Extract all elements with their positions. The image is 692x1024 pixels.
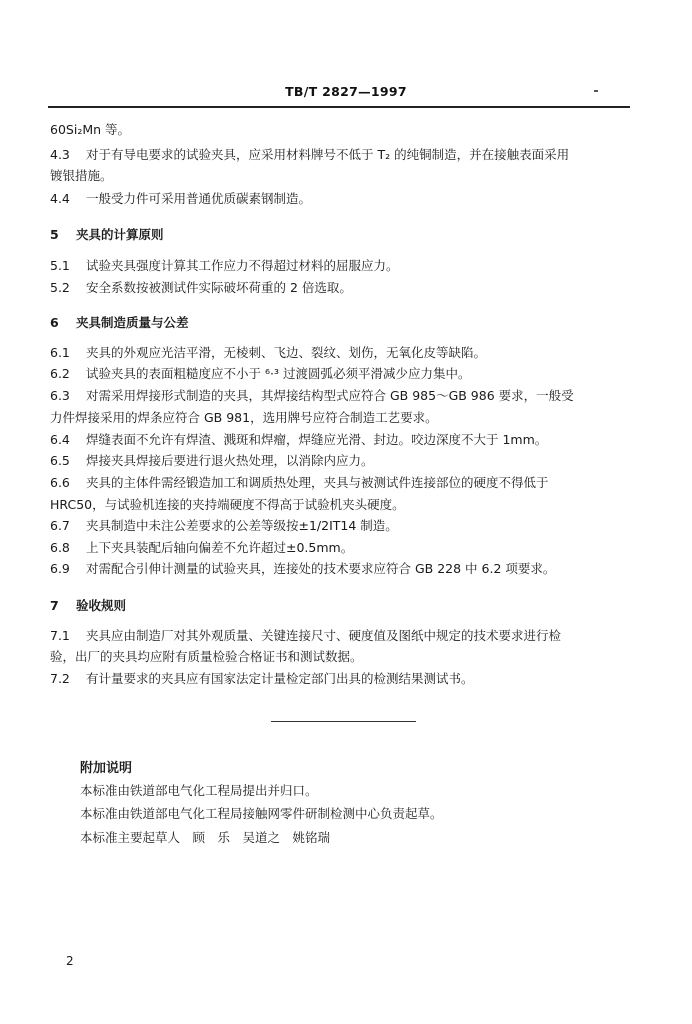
clause-number: 4.3 [50,147,70,162]
clause-number: 4.4 [50,191,70,206]
clause-number: 6.9 [50,561,70,576]
clause-number: 6.7 [50,518,70,533]
clause-text: 对于有导电要求的试验夹具，应采用材料牌号不低于 T₂ 的纯铜制造，并在接触表面采用 [86,147,570,162]
clause-text: 夹具应由制造厂对其外观质量、关键连接尺寸、硬度值及图纸中规定的技术要求进行检 [86,628,562,643]
section-title: 验收规则 [76,598,127,613]
clause-number: 5.2 [50,280,70,295]
clause-text: 试验夹具强度计算其工作应力不得超过材料的屈服应力。 [86,258,399,273]
clause-text: 焊接夹具焊接后要进行退火热处理，以消除内应力。 [86,453,374,468]
clause-6-5 [50,453,640,469]
section-title: 夹具制造质量与公差 [76,315,189,330]
clause-6-6 [50,475,640,491]
section-number: 7 [50,598,59,613]
section-number: 6 [50,315,59,330]
clause-7-1-cont: 验，出厂的夹具均应附有质量检验合格证书和测试数据。 [50,649,363,664]
clause-6-1 [50,345,640,361]
clause-5-2 [50,280,640,296]
header-rule [48,106,630,108]
clause-6-3 [50,388,640,404]
clause-number: 5.1 [50,258,70,273]
clause-6-4 [50,432,640,448]
clause-number: 7.1 [50,628,70,643]
section-5-heading [50,225,164,243]
clause-5-1 [50,258,640,274]
clause-number: 7.2 [50,671,70,686]
clause-number: 6.2 [50,366,70,381]
clause-number: 6.3 [50,388,70,403]
clause-4-3-cont: 镀银措施。 [50,168,113,183]
clause-6-9 [50,561,640,577]
standard-number-header: TB/T 2827—1997 [285,84,407,99]
clause-text: 安全系数按被测试件实际破坏荷重的 2 倍选取。 [86,280,352,295]
section-6-heading [50,313,189,331]
clause-text: 对需采用焊接形式制造的夹具，其焊接结构型式应符合 GB 985～GB 986 要求，一般受 [86,388,574,403]
clause-text: 上下夹具装配后轴向偏差不允许超过±0.5mm。 [86,540,354,555]
clause-text: 对需配合引伸计测量的试验夹具，连接处的技术要求应符合 GB 228 中 6.2 项要求。 [86,561,556,576]
continuation-line: 60Si₂Mn 等。 [50,122,131,137]
clause-number: 6.5 [50,453,70,468]
page-number: 2 [66,954,74,968]
clause-6-7 [50,518,640,534]
scan-speck [594,90,598,92]
addendum-line-2: 本标准由铁道部电气化工程局接触网零件研制检测中心负责起草。 [80,806,443,821]
clause-4-3 [50,147,640,163]
clause-number: 6.4 [50,432,70,447]
clause-number: 6.1 [50,345,70,360]
clause-text: 有计量要求的夹具应有国家法定计量检定部门出具的检测结果测试书。 [86,671,474,686]
section-title: 夹具的计算原则 [76,227,164,242]
addendum-title: 附加说明 [80,761,133,776]
end-of-text-rule [271,721,416,722]
clause-number: 6.6 [50,475,70,490]
clause-4-4 [50,191,640,207]
clause-number: 6.8 [50,540,70,555]
clause-text: 夹具的外观应光洁平滑，无棱刺、飞边、裂纹、划伤，无氧化皮等缺陷。 [86,345,487,360]
clause-text: 夹具制造中未注公差要求的公差等级按±1/2IT14 制造。 [86,518,398,533]
clause-7-2 [50,671,640,687]
clause-7-1 [50,628,640,644]
clause-text: 试验夹具的表面粗糙度应不小于 ⁶·³ 过渡圆弧必须平滑减少应力集中。 [86,366,471,381]
clause-text: 焊缝表面不允许有焊渣、溅斑和焊瘤，焊缝应光滑、封边。咬边深度不大于 1mm。 [86,432,548,447]
addendum-line-1: 本标准由铁道部电气化工程局提出并归口。 [80,783,318,798]
clause-6-8 [50,540,640,556]
clause-text: 夹具的主体件需经锻造加工和调质热处理，夹具与被测试件连接部位的硬度不得低于 [86,475,549,490]
clause-6-6-cont: HRC50，与试验机连接的夹持端硬度不得高于试验机夹头硬度。 [50,497,405,512]
clause-6-3-cont: 力件焊接采用的焊条应符合 GB 981，选用牌号应符合制造工艺要求。 [50,410,438,425]
clause-6-2 [50,366,640,382]
section-7-heading [50,596,126,614]
section-number: 5 [50,227,59,242]
addendum-line-3: 本标准主要起草人 顾 乐 吴道之 姚铭瑞 [80,830,331,845]
clause-text: 一般受力件可采用普通优质碳素钢制造。 [86,191,312,206]
